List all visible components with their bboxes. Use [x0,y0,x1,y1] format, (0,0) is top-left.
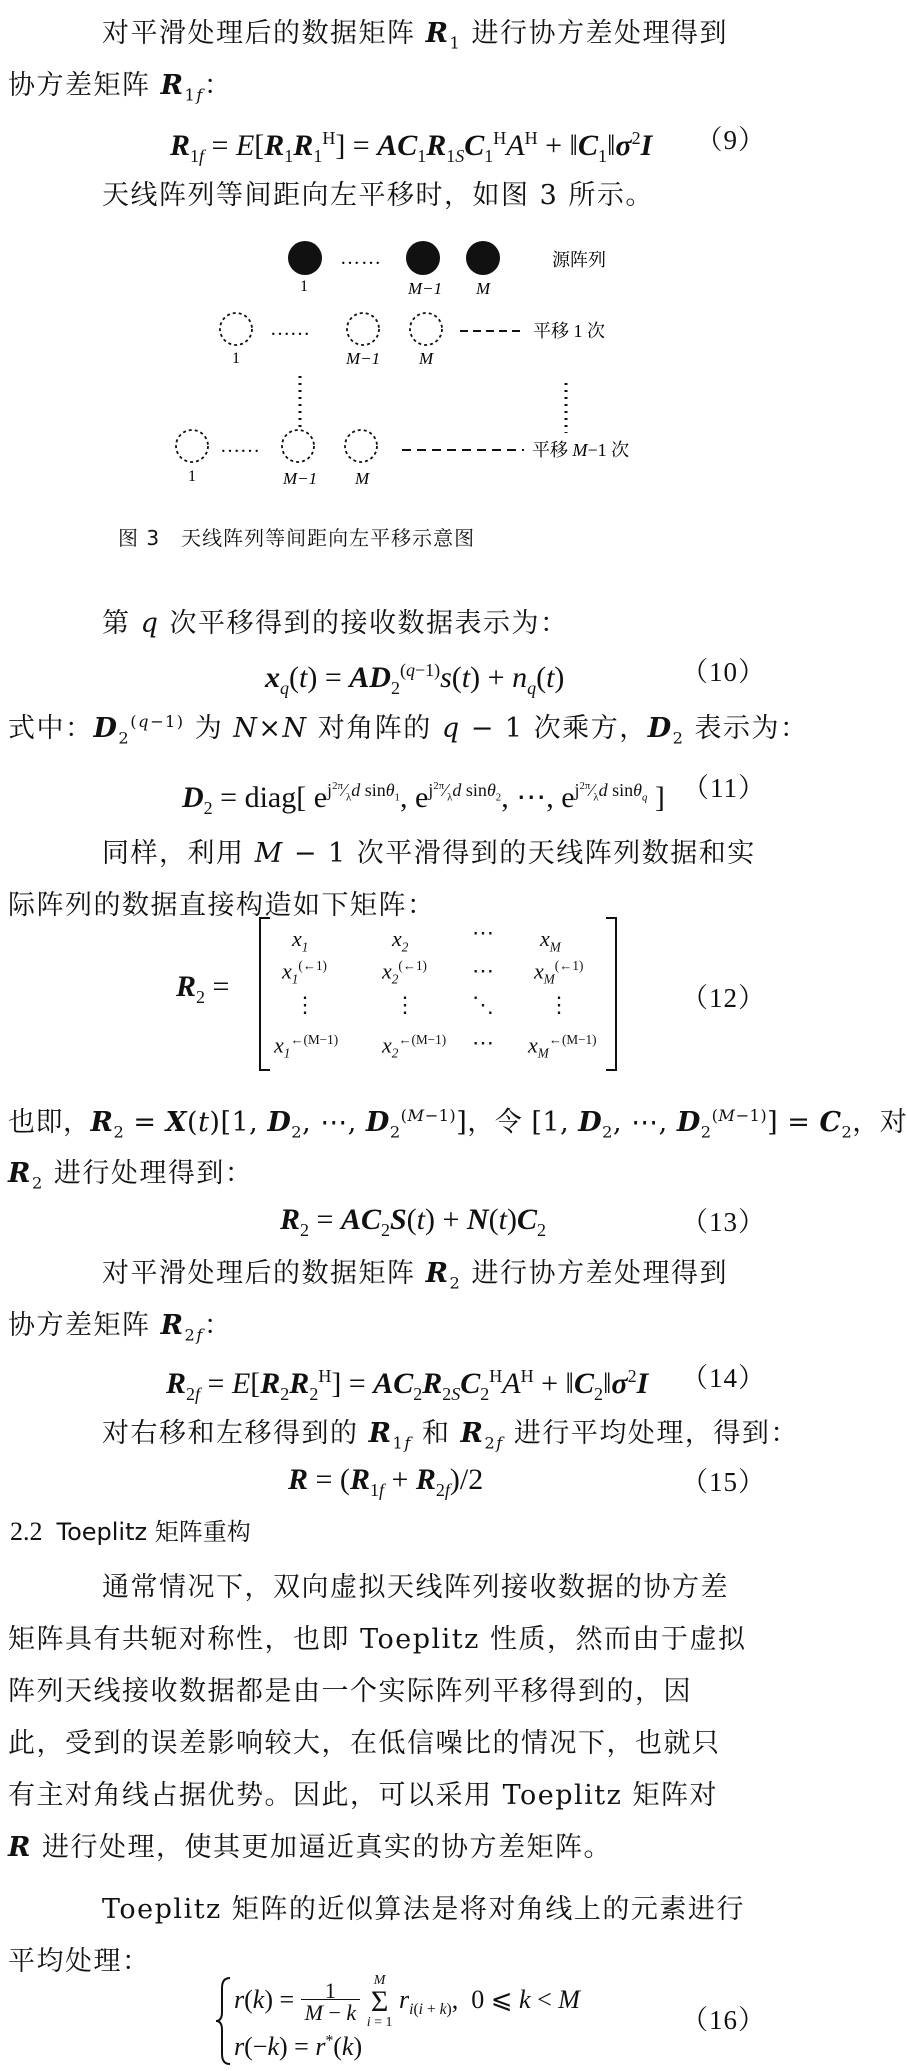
equation-number: （10） [681,657,766,687]
text: 通常情况下，双向虚拟天线阵列接收数据的协方差 [102,1572,729,1603]
equation-body: $R_{2f} = E[R_2R_2^H] = AC_2R_{2S}C_2^HA^H$ + $‖C_2‖\sigma^2I$ [166,1366,649,1404]
paragraph-line [0,1766,802,1826]
shifted-element-1 [220,313,252,345]
shifted-element-1 [176,430,208,462]
node-label-M-1: M−1 [283,469,318,488]
text: R 进行处理，使其更加逼近真实的协方差矩阵。 [8,1832,613,1863]
equation-number: （9） [695,125,766,155]
paragraph-line [0,56,802,116]
figure-caption-line [0,518,802,578]
antenna-element-M-1 [406,241,440,275]
text: Toeplitz 矩阵的近似算法是将对角线上的元素进行 [102,1894,745,1925]
eq16-line2: r(−k) = r*(k) [234,2032,363,2061]
paragraph-line [0,1818,802,1878]
equation-number: （12） [681,983,766,1013]
text: 第 q 次平移得到的接收数据表示为： [102,608,569,639]
equation-number: （16） [681,2005,766,2035]
paragraph-line [0,1086,907,1146]
node-label-1: 1 [300,278,308,295]
paragraph-line [0,1558,802,1618]
equation-body: $R_{1f} = E[R_1R_1^H] = AC_1R_{1S}C_1^HA^H$ + $‖C_1‖\sigma^2I$ [170,128,653,166]
antenna-element-1 [288,241,322,275]
text: 对平滑处理后的数据矩阵 $R_1$ 进行协方差处理得到 [102,18,728,53]
text: 协方差矩阵 $R_{1f}$： [8,70,233,105]
equation-16 [0,1968,802,2068]
equation-10 [0,640,802,700]
equation-body: $R = (R_{1f} + R_{2f})/2$ [288,1463,484,1500]
equation-body: $x_q(t) = AD_2^{(q-1)}s(t) + n_q(t)$ [265,660,565,698]
shifted-element-M [345,430,377,462]
text: 阵列天线接收数据都是由一个实际阵列平移得到的，因 [8,1676,692,1707]
row-label-shift1: 平移 1 次 [533,321,605,341]
text: 际阵列的数据直接构造如下矩阵： [8,890,436,921]
node-label-M: M [355,469,370,488]
eq16-line1: r(k) = 1 M − k M Σ i = 1 $r_{i(i + k)}$, 0 ⩽ k < M [234,1973,580,2030]
shifted-element-M-1 [282,430,314,462]
matrix-lhs: $R_2$ = [176,970,230,1007]
equation-body: $R_2 = AC_2S(t) + N(t)C_2$ [280,1203,546,1240]
paragraph-line [0,4,802,64]
node-label-M: M [476,279,491,298]
text: 式中：$D_2^{(q-1)}$ 为 N×N 对角阵的 q − 1 次乘方，$D_2$ 表示为： [8,712,809,748]
text: 平均处理： [8,1946,151,1977]
node-label-M-1: M−1 [346,349,381,368]
paragraph-line [0,1244,802,1304]
equation-14 [0,1346,802,1406]
equation-number: （15） [681,1467,766,1497]
section-heading [10,1512,265,1547]
text: 对右移和左移得到的 $R_{1f}$ 和 $R_{2f}$ 进行平均处理，得到： [102,1418,799,1453]
section-title: Toeplitz 矩阵重构 [56,1518,251,1546]
paragraph-line [0,1714,802,1774]
equation-12: $R_2$ = $x_1$ $x_2$ ⋯ $x_M$ $x_1^{(\leftarrow 1)}$ $x_2^{(\leftarrow 1)}$ ⋯ $x_M^{(\leftarrow 1)}$ ⋮ ⋮ ⋱ ⋮ $x_1^{\leftarrow(M-1)}$ $x_2^{\leftarrow(M-1)}$ ⋯ $x_M^{\leftarrow(M-1)}$ （12） [0,914,802,1074]
shifted-element-M-1 [347,313,379,345]
paragraph-line [0,692,809,752]
text: 此，受到的误差影响较大，在低信噪比的情况下，也就只 [8,1728,721,1759]
equation-9 [0,108,802,168]
node-label-M-1: M−1 [408,279,443,298]
node-label-1: 1 [188,468,196,485]
section-number: 2.2 [10,1517,43,1546]
equation-11 [0,756,802,816]
text: 也即，$R_2 = X(t)[1$, $D_2$, ⋯, $D_2^{(M-1)}$]，令 [1, $D_2$, ⋯, $D_2^{(M-1)}] = C_2$，对 [8,1106,907,1142]
figure-3-diagram [0,228,802,488]
paragraph-line [0,166,802,226]
antenna-element-M [466,241,500,275]
paragraph-line [0,1610,802,1670]
text: $R_2$ 进行处理得到： [8,1158,254,1193]
dots: …… [220,435,260,457]
text: 有主对角线占据优势。因此，可以采用 Toeplitz 矩阵对 [8,1780,718,1811]
equation-13 [0,1190,802,1250]
equation-number: （13） [681,1207,766,1237]
dots: …… [270,318,310,340]
paragraph-line [0,824,802,884]
paragraph-line [0,1662,802,1722]
figure-caption: 图 3 天线阵列等间距向左平移示意图 [118,526,476,550]
brace [214,1976,234,2066]
equation-15 [0,1450,802,1510]
text: 协方差矩阵 $R_{2f}$： [8,1310,233,1345]
row-label-source: 源阵列 [552,250,606,270]
paragraph-line [0,1880,802,1940]
text: 天线阵列等间距向左平移时，如图 3 所示。 [102,180,654,211]
text: 同样，利用 M − 1 次平滑得到的天线阵列数据和实 [102,838,756,869]
equation-number: （11） [682,773,766,803]
equation-number: （14） [681,1363,766,1393]
shifted-element-M [410,313,442,345]
text: 对平滑处理后的数据矩阵 $R_2$ 进行协方差处理得到 [102,1258,728,1293]
equation-body: $D_2$ = diag[ $e^{j^{2\pi}⁄_\lambda d sin\theta_1}$, $e^{j^{2\pi}⁄_\lambda d sin\theta_2}$, ⋯, $e^{j^{2\pi}⁄_\lambda d sin\theta_q}$ ] [182,780,665,818]
node-label-M: M [419,349,434,368]
dots: …… [340,247,382,269]
text: 矩阵具有共轭对称性，也即 Toeplitz 性质，然而由于虚拟 [8,1624,747,1655]
node-label-1: 1 [232,350,240,367]
row-label-shiftM1: 平移 M−1 次 [532,440,630,460]
